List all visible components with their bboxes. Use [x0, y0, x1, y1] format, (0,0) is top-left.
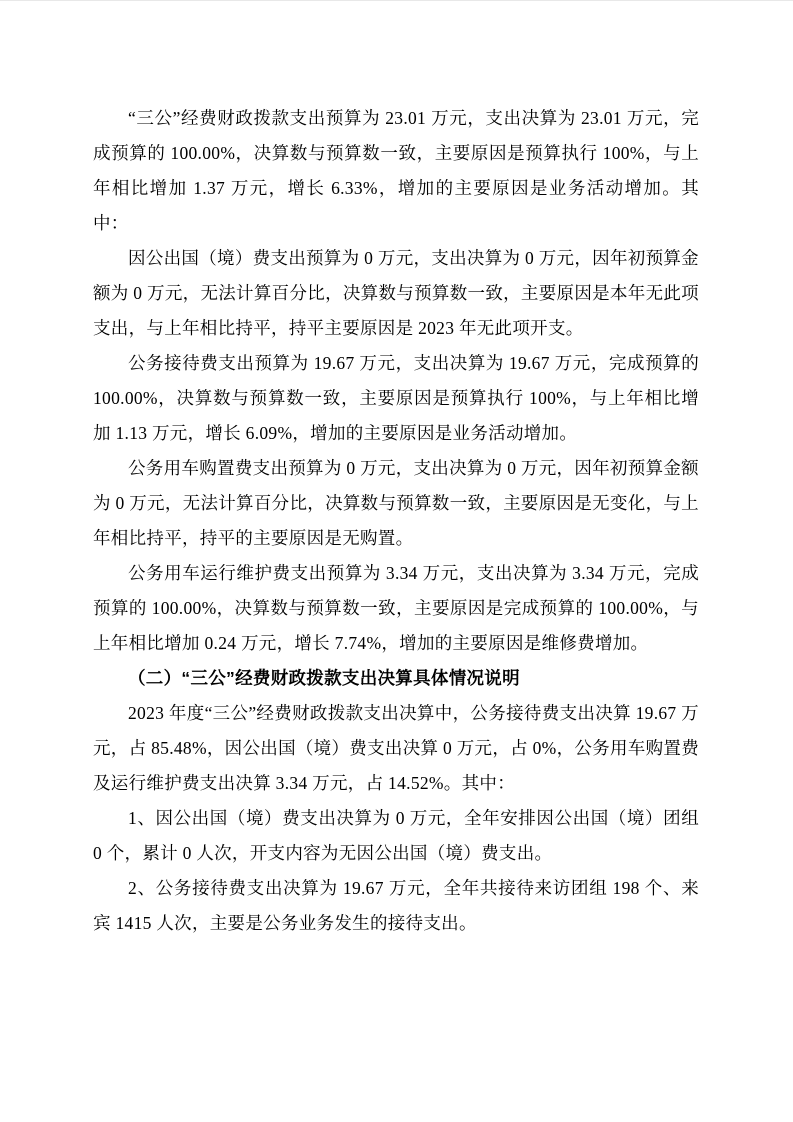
paragraph-vehicle-maintenance-budget: 公务用车运行维护费支出预算为 3.34 万元，支出决算为 3.34 万元，完成预算的 100.00%，决算数与预算数一致，主要原因是完成预算的 100.00%，与上年相比增加 0.24 万元，增长 7.74%，增加的主要原因是维修费增加。 [93, 563, 699, 653]
paragraph-overseas-travel-budget: 因公出国（境）费支出预算为 0 万元，支出决算为 0 万元，因年初预算金额为 0 万元，无法计算百分比，决算数与预算数一致，主要原因是本年无此项支出，与上年相比持平，持平主要原因是 2023 年无此项开支。 [93, 248, 699, 338]
paragraph-item1-overseas-travel: 1、因公出国（境）费支出决算为 0 万元，全年安排因公出国（境）团组 0 个，累计 0 人次，开支内容为无因公出国（境）费支出。 [93, 808, 699, 863]
paragraph-vehicle-purchase-budget: 公务用车购置费支出预算为 0 万元，支出决算为 0 万元，因年初预算金额为 0 万元，无法计算百分比，决算数与预算数一致，主要原因是无变化，与上年相比持平，持平的主要原因是无购置。 [93, 458, 699, 548]
paragraph-item2-official-reception: 2、公务接待费支出决算为 19.67 万元，全年共接待来访团组 198 个、来宾 1415 人次，主要是公务业务发生的接待支出。 [93, 878, 699, 933]
paragraph-official-reception-budget: 公务接待费支出预算为 19.67 万元，支出决算为 19.67 万元，完成预算的 100.00%，决算数与预算数一致，主要原因是预算执行 100%，与上年相比增加 1.13 万元，增长 6.09%，增加的主要原因是业务活动增加。 [93, 353, 699, 443]
paragraph-2023-sangong-breakdown: 2023 年度“三公”经费财政拨款支出决算中，公务接待费支出决算 19.67 万元，占 85.48%，因公出国（境）费支出决算 0 万元，占 0%，公务用车购置费及运行维护费支出决算 3.34 万元，占 14.52%。其中： [93, 703, 699, 793]
paragraph-sangong-total-summary: “三公”经费财政拨款支出预算为 23.01 万元，支出决算为 23.01 万元，完成预算的 100.00%，决算数与预算数一致，主要原因是预算执行 100%，与上年相比增加 1.37 万元，增长 6.33%，增加的主要原因是业务活动增加。其中： [93, 108, 699, 233]
document-body [93, 101, 699, 941]
section-heading-sangong-details: （二）“三公”经费财政拨款支出决算具体情况说明 [128, 668, 520, 688]
